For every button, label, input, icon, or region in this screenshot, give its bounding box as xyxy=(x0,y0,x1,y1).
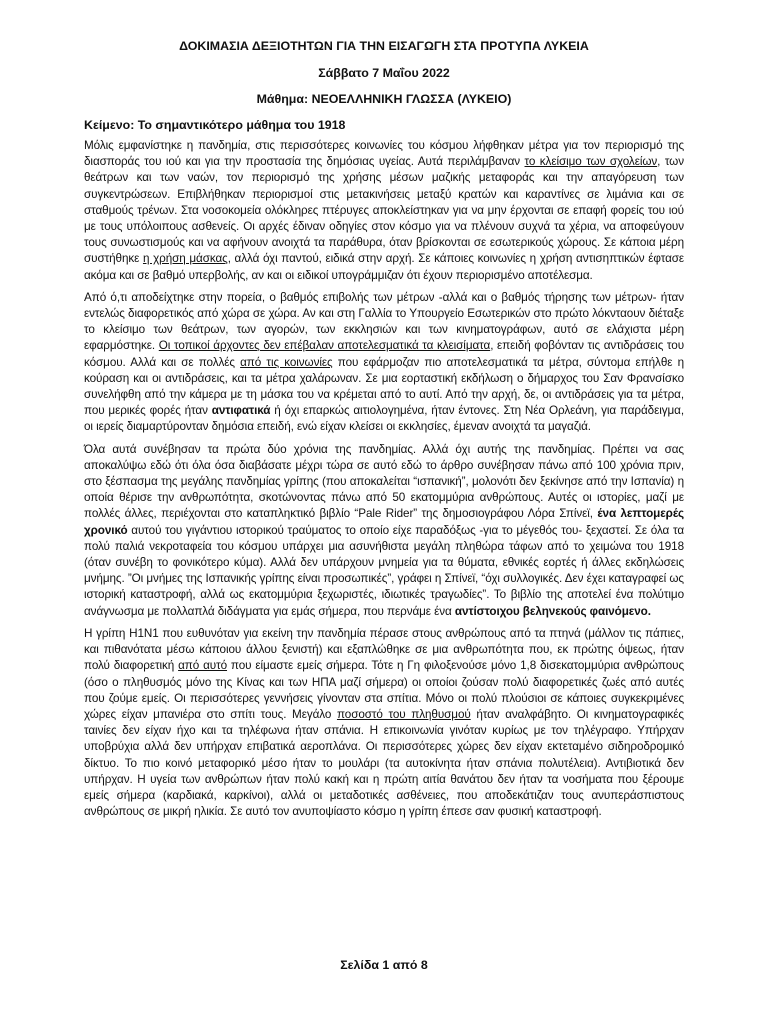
paragraph-2-text-a: Από ό,τι αποδείχτηκε στην πορεία, ο βαθμός επιβολής των μέτρων -αλλά και ο βαθμός τήρησης των μέτρων- ήταν εντελώς διαφορετικός από χώρα σε χώρα. Αν και στη Γαλλία το Υπουργείο Εσωτερικών στο πρώτο λόκνταουν διέταξε το κλείσιμο των θεάτρων, των αγορών, των εκκλησιών και των κινηματογράφων, αυτό σε ελάχιστα μέρη εφαρμόστηκε. xyxy=(84,290,684,353)
paragraph-1 xyxy=(84,138,684,284)
paragraph-4 xyxy=(84,626,684,820)
paragraph-4-text-a: Η γρίπη H1N1 που ευθυνόταν για εκείνη την πανδημία πέρασε στους ανθρώπους από τα πτηνά (μάλλον τις πάπιες, και πιθανότατα μέσω κάποιου άλλου ξενιστή) και εξαπλώθηκε σε μια ανθρωπότητα που, εκ πρώτης όψεως, ήταν πολύ διαφορετική xyxy=(84,626,684,673)
paragraph-1-text-c: , αλλά όχι παντού, ειδικά στην αρχή. Σε κάποιες κοινωνίες η χρήση αντισηπτικών έφτασε ακόμα και σε βαθμό υπερβολής, αν και οι ειδικοί υπογράμμιζαν ότι έχουν περιορισμένο αποτέλεσμα. xyxy=(84,252,685,282)
paragraph-2-text-b: , επειδή φοβόνταν τις αντιδράσεις του κόσμου. Αλλά και σε πολλές xyxy=(84,339,685,369)
paragraph-3-text-a: Όλα αυτά συνέβησαν τα πρώτα δύο χρόνια της πανδημίας. Αλλά όχι αυτής της πανδημίας. Πρέπει να σας αποκαλύψω εδώ ότι όλα όσα διαβάσατε μέχρι τώρα σε αυτό εδώ το άρθρο συνέβησαν πάνω από 100 χρόνια πριν, στο ξέσπασμα της μεγάλης πανδημίας γρίπης (που αποκαλείται “ισπανική”, μολονότι δεν ξεκίνησε από την Ισπανία) η οποία θέρισε την ανθρωπότητα, σκοτώνοντας πάνω από 50 εκατομμύρια ανθρώπους. Αυτές οι ιστορίες, μαζί με πολλές άλλες, περιέχονται στο καταπληκτικό βιβλίο “Pale Rider” της δημοσιογράφου Λόρα Σπίνεϊ, xyxy=(84,442,684,521)
paragraph-4-text-b: που είμαστε εμείς σήμερα. Τότε η Γη φιλοξενούσε μόνο 1,8 δισεκατομμύρια ανθρώπους (όσο ο πληθυσμός μόνο της Κίνας και των ΗΠΑ μαζί σήμερα) οι οποίοι ζούσαν πολύ διαφορετικές ζωές από αυτές που ζούμε εμείς. Οι περισσότερες γεννήσεις γίνονταν στα σπίτια. Μόνο οι πολύ πλούσιοι σε κάποιες συγκεκριμένες χώρες είχαν μπανιέρα στο σπίτι τους. Μεγάλο xyxy=(84,659,684,721)
bold-phrase: αντιφατικά xyxy=(211,404,271,418)
paragraph-3 xyxy=(84,442,684,620)
underlined-phrase: ποσοστό του πληθυσμού xyxy=(336,707,471,721)
exam-title: ΔΟΚΙΜΑΣΙΑ ΔΕΞΙΟΤΗΤΩΝ ΓΙΑ ΤΗΝ ΕΙΣΑΓΩΓΗ ΣΤΑ ΠΡΟΤΥΠΑ ΛΥΚΕΙΑ xyxy=(179,39,589,53)
underlined-phrase: Οι τοπικοί άρχοντες δεν επέβαλαν αποτελεσματικά τα κλεισίματα xyxy=(158,339,491,353)
exam-date: Σάββατο 7 Μαΐου 2022 xyxy=(318,66,450,80)
underlined-phrase: το κλείσιμο των σχολείων xyxy=(524,155,658,169)
bold-phrase: αντίστοιχου βεληνεκούς φαινόμενο. xyxy=(454,604,651,618)
underlined-phrase: από τις κοινωνίες xyxy=(240,355,333,369)
underlined-phrase: από αυτό xyxy=(178,659,228,673)
paragraph-1-text-a: Μόλις εμφανίστηκε η πανδημία, στις περισσότερες κοινωνίες του κόσμου λήφθηκαν μέτρα για τον περιορισμό της διασποράς του ιού και για την προστασία της δημόσιας υγείας. Αυτά περιλάμβαναν xyxy=(84,139,684,169)
underlined-phrase: η χρήση μάσκας xyxy=(142,252,228,266)
paragraph-2 xyxy=(84,290,684,436)
paragraph-2-text-c: που εφάρμοζαν πιο αποτελεσματικά τα μέτρα, σύντομα επήλθε η κούραση και οι αντιδράσεις, και τα μέτρα χαλάρωναν. Σε μια εορταστική εκδήλωση ο δήμαρχος του Σαν Φρανσίσκο συνελήφθη από την κάμερα με τη μάσκα του να κρέμεται από το αυτί. Από την αρχή, δε, οι αντιδράσεις για τα μέτρα, που μερικές φορές ήταν xyxy=(84,355,684,418)
paragraph-3-text-b: αυτού του γιγάντιου ιστορικού τραύματος το οποίο είχε παραδόξως -για το μέγεθός του- ξεχαστεί. Σε όλα τα πολύ παλιά νεκροταφεία του κόσμου υπάρχει μια ασυνήθιστα μεγάλη πληθώρα τάφων από το χειμώνα του 1918 (όταν συνέβη το φονικότερο κύμα). Αλλά δεν υπάρχουν μνημεία για τα θύματα, εθνικές εορτές ή άλλες εκδηλώσεις μνήμης. ”Οι μνήμες της Ισπανικής γρίπης είναι προσωπικές”, γράφει η Σπίνεϊ, “όχι συλλογικές. Δεν έχει καταγραφεί ως ιστορική καταστροφή, αλλά ως εκατομμύρια ξεχωριστές, ιδιωτικές τραγωδίες”. Το βιβλίο της αποτελεί ένα πολύτιμο ανάγνωσμα με πολλαπλά διδάγματα για εμάς σήμερα, που περνάμε ένα xyxy=(84,523,684,618)
page-number: Σελίδα 1 από 8 xyxy=(340,958,428,972)
bold-phrase: ένα λεπτομερές χρονικό xyxy=(84,507,685,537)
exam-subject: Μάθημα: ΝΕΟΕΛΛΗΝΙΚΗ ΓΛΩΣΣΑ (ΛΥΚΕΙΟ) xyxy=(256,92,512,106)
paragraph-1-text-b: , των θεάτρων και των ναών, τον περιορισμό της χρήσης μέσων μαζικής μεταφοράς και την απαγόρευση των συγκεντρώσεων. Επιβλήθηκαν περιορισμοί στις μετακινήσεις μεταξύ κρατών και καραντίνες σε λιμάνια και σε σταθμούς τρένων. Στα νοσοκομεία ολόκληρες πτέρυγες αποκλείστηκαν για να μην έρχονται σε επαφή φορείς του ιού με τους υπόλοιπους ασθενείς. Οι αρχές έδιναν οδηγίες στον κόσμο για να πλένουν συχνά τα χέρια, να αποφεύγουν τους συνωστισμούς και να αφήνουν ανοιχτά τα παράθυρα, όταν βρίσκονται σε εσωτερικούς χώρους. Σε κάποια μέρη συστήθηκε xyxy=(84,155,684,266)
paragraph-2-text-d: ή όχι επαρκώς αιτιολογημένα, ήταν έντονες. Στη Νέα Ορλεάνη, για παράδειγμα, οι ιερείς διαμαρτύρονταν δημόσια επειδή, ενώ είχαν κλείσει οι εκκλησίες, έμεναν ανοιχτά τα μαγαζιά. xyxy=(84,404,684,434)
paragraph-4-text-c: ήταν αναλφάβητο. Οι κινηματογραφικές ταινίες δεν είχαν ήχο και τα τηλέφωνα ήταν σπάνια. Η επικοινωνία γινόταν κυρίως με τον τηλέγραφο. Υπήρχαν υποβρύχια αλλά δεν υπήρχαν επιβατικά αεροπλάνα. Οι περισσότερες χώρες δεν είχαν εκτεταμένο σιδηροδρομικό δίκτυο. Το πιο κοινό μεταφορικό μέσο ήταν το μουλάρι (τα αυτοκίνητα ήταν σπάνια πολυτέλεια). Αντιβιοτικά δεν υπήρχαν. Η υγεία των ανθρώπων ήταν πολύ κακή και η πρώτη αιτία θανάτου δεν ήταν τα νοσήματα που ξέρουμε εμείς σήμερα (καρδιακά, καρκίνοι), αλλά οι μεταδοτικές ασθένειες, που αποδεκάτιζαν τους ανυπεράσπιστους ανθρώπους σε μικρή ηλικία. Σε αυτό τον ανυποψίαστο κόσμο η γρίπη έπεσε σαν φυσική καταστροφή. xyxy=(84,707,684,819)
text-title: Κείμενο: Το σημαντικότερο μάθημα του 1918 xyxy=(84,118,346,132)
